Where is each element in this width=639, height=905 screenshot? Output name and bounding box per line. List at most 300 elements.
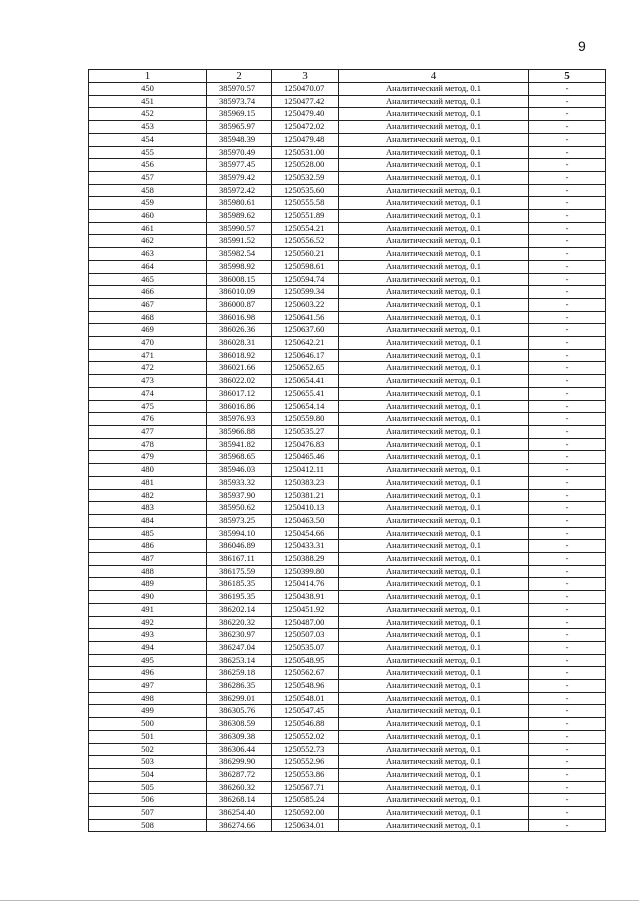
x-coordinate-cell: 385990.57 <box>207 222 272 235</box>
method-cell: Аналитический метод, 0.1 <box>339 248 529 261</box>
header-col-3: 3 <box>272 70 339 83</box>
table-row <box>89 476 606 489</box>
note-cell: - <box>529 400 606 413</box>
point-number-cell: 458 <box>89 184 207 197</box>
method-cell: Аналитический метод, 0.1 <box>339 464 529 477</box>
point-number-cell: 489 <box>89 578 207 591</box>
method-cell: Аналитический метод, 0.1 <box>339 502 529 515</box>
y-coordinate-cell: 1250535.27 <box>272 425 339 438</box>
x-coordinate-cell: 386299.01 <box>207 692 272 705</box>
table-row <box>89 768 606 781</box>
note-cell: - <box>529 425 606 438</box>
method-cell: Аналитический метод, 0.1 <box>339 616 529 629</box>
table-row <box>89 502 606 515</box>
method-cell: Аналитический метод, 0.1 <box>339 133 529 146</box>
table-row <box>89 514 606 527</box>
note-cell: - <box>529 756 606 769</box>
method-cell: Аналитический метод, 0.1 <box>339 400 529 413</box>
note-cell: - <box>529 286 606 299</box>
note-cell: - <box>529 819 606 832</box>
y-coordinate-cell: 1250479.48 <box>272 133 339 146</box>
table-row <box>89 210 606 223</box>
note-cell: - <box>529 591 606 604</box>
point-number-cell: 472 <box>89 362 207 375</box>
note-cell: - <box>529 248 606 261</box>
point-number-cell: 505 <box>89 781 207 794</box>
x-coordinate-cell: 385969.15 <box>207 108 272 121</box>
y-coordinate-cell: 1250410.13 <box>272 502 339 515</box>
note-cell: - <box>529 121 606 134</box>
method-cell: Аналитический метод, 0.1 <box>339 235 529 248</box>
note-cell: - <box>529 807 606 820</box>
note-cell: - <box>529 298 606 311</box>
table-row <box>89 464 606 477</box>
method-cell: Аналитический метод, 0.1 <box>339 807 529 820</box>
x-coordinate-cell: 385941.82 <box>207 438 272 451</box>
x-coordinate-cell: 386268.14 <box>207 794 272 807</box>
note-cell: - <box>529 184 606 197</box>
y-coordinate-cell: 1250548.01 <box>272 692 339 705</box>
note-cell: - <box>529 146 606 159</box>
x-coordinate-cell: 385948.39 <box>207 133 272 146</box>
y-coordinate-cell: 1250470.07 <box>272 83 339 96</box>
table-row <box>89 705 606 718</box>
point-number-cell: 474 <box>89 387 207 400</box>
x-coordinate-cell: 386008.15 <box>207 273 272 286</box>
table-row <box>89 540 606 553</box>
table-row <box>89 248 606 261</box>
y-coordinate-cell: 1250553.86 <box>272 768 339 781</box>
x-coordinate-cell: 386308.59 <box>207 718 272 731</box>
x-coordinate-cell: 385979.42 <box>207 171 272 184</box>
note-cell: - <box>529 311 606 324</box>
method-cell: Аналитический метод, 0.1 <box>339 591 529 604</box>
point-number-cell: 463 <box>89 248 207 261</box>
note-cell: - <box>529 730 606 743</box>
method-cell: Аналитический метод, 0.1 <box>339 641 529 654</box>
x-coordinate-cell: 386274.66 <box>207 819 272 832</box>
y-coordinate-cell: 1250548.95 <box>272 654 339 667</box>
x-coordinate-cell: 386309.38 <box>207 730 272 743</box>
method-cell: Аналитический метод, 0.1 <box>339 629 529 642</box>
x-coordinate-cell: 385973.25 <box>207 514 272 527</box>
table-row <box>89 171 606 184</box>
x-coordinate-cell: 386202.14 <box>207 603 272 616</box>
y-coordinate-cell: 1250463.50 <box>272 514 339 527</box>
method-cell: Аналитический метод, 0.1 <box>339 425 529 438</box>
table-row <box>89 667 606 680</box>
x-coordinate-cell: 386022.02 <box>207 375 272 388</box>
note-cell: - <box>529 768 606 781</box>
point-number-cell: 497 <box>89 680 207 693</box>
point-number-cell: 464 <box>89 260 207 273</box>
point-number-cell: 499 <box>89 705 207 718</box>
note-cell: - <box>529 578 606 591</box>
note-cell: - <box>529 705 606 718</box>
method-cell: Аналитический метод, 0.1 <box>339 146 529 159</box>
x-coordinate-cell: 386021.66 <box>207 362 272 375</box>
x-coordinate-cell: 385973.74 <box>207 95 272 108</box>
y-coordinate-cell: 1250641.56 <box>272 311 339 324</box>
point-number-cell: 452 <box>89 108 207 121</box>
x-coordinate-cell: 386306.44 <box>207 743 272 756</box>
y-coordinate-cell: 1250642.21 <box>272 337 339 350</box>
table-row <box>89 553 606 566</box>
y-coordinate-cell: 1250567.71 <box>272 781 339 794</box>
method-cell: Аналитический метод, 0.1 <box>339 578 529 591</box>
table-row <box>89 629 606 642</box>
table-row <box>89 337 606 350</box>
method-cell: Аналитический метод, 0.1 <box>339 489 529 502</box>
note-cell: - <box>529 464 606 477</box>
point-number-cell: 490 <box>89 591 207 604</box>
point-number-cell: 493 <box>89 629 207 642</box>
point-number-cell: 501 <box>89 730 207 743</box>
method-cell: Аналитический метод, 0.1 <box>339 171 529 184</box>
point-number-cell: 454 <box>89 133 207 146</box>
x-coordinate-cell: 386010.09 <box>207 286 272 299</box>
point-number-cell: 508 <box>89 819 207 832</box>
method-cell: Аналитический метод, 0.1 <box>339 730 529 743</box>
table-row <box>89 438 606 451</box>
method-cell: Аналитический метод, 0.1 <box>339 781 529 794</box>
point-number-cell: 481 <box>89 476 207 489</box>
x-coordinate-cell: 385970.57 <box>207 83 272 96</box>
x-coordinate-cell: 385991.52 <box>207 235 272 248</box>
note-cell: - <box>529 616 606 629</box>
method-cell: Аналитический метод, 0.1 <box>339 311 529 324</box>
x-coordinate-cell: 386247.04 <box>207 641 272 654</box>
x-coordinate-cell: 386175.59 <box>207 565 272 578</box>
table-row <box>89 756 606 769</box>
table-row <box>89 108 606 121</box>
point-number-cell: 496 <box>89 667 207 680</box>
note-cell: - <box>529 794 606 807</box>
note-cell: - <box>529 375 606 388</box>
table-row <box>89 375 606 388</box>
table-row <box>89 578 606 591</box>
y-coordinate-cell: 1250654.41 <box>272 375 339 388</box>
table-header-row <box>89 70 606 83</box>
x-coordinate-cell: 386018.92 <box>207 349 272 362</box>
x-coordinate-cell: 386017.12 <box>207 387 272 400</box>
y-coordinate-cell: 1250560.21 <box>272 248 339 261</box>
method-cell: Аналитический метод, 0.1 <box>339 476 529 489</box>
y-coordinate-cell: 1250528.00 <box>272 159 339 172</box>
point-number-cell: 498 <box>89 692 207 705</box>
method-cell: Аналитический метод, 0.1 <box>339 819 529 832</box>
point-number-cell: 477 <box>89 425 207 438</box>
x-coordinate-cell: 385933.32 <box>207 476 272 489</box>
y-coordinate-cell: 1250507.03 <box>272 629 339 642</box>
x-coordinate-cell: 386046.89 <box>207 540 272 553</box>
y-coordinate-cell: 1250477.42 <box>272 95 339 108</box>
x-coordinate-cell: 386028.31 <box>207 337 272 350</box>
y-coordinate-cell: 1250652.65 <box>272 362 339 375</box>
point-number-cell: 504 <box>89 768 207 781</box>
method-cell: Аналитический метод, 0.1 <box>339 184 529 197</box>
y-coordinate-cell: 1250454.66 <box>272 527 339 540</box>
method-cell: Аналитический метод, 0.1 <box>339 298 529 311</box>
x-coordinate-cell: 385982.54 <box>207 248 272 261</box>
y-coordinate-cell: 1250532.59 <box>272 171 339 184</box>
x-coordinate-cell: 386000.87 <box>207 298 272 311</box>
point-number-cell: 455 <box>89 146 207 159</box>
method-cell: Аналитический метод, 0.1 <box>339 743 529 756</box>
point-number-cell: 500 <box>89 718 207 731</box>
point-number-cell: 473 <box>89 375 207 388</box>
header-col-4: 4 <box>339 70 529 83</box>
y-coordinate-cell: 1250552.02 <box>272 730 339 743</box>
y-coordinate-cell: 1250585.24 <box>272 794 339 807</box>
point-number-cell: 488 <box>89 565 207 578</box>
y-coordinate-cell: 1250603.22 <box>272 298 339 311</box>
y-coordinate-cell: 1250535.60 <box>272 184 339 197</box>
method-cell: Аналитический метод, 0.1 <box>339 553 529 566</box>
y-coordinate-cell: 1250414.76 <box>272 578 339 591</box>
method-cell: Аналитический метод, 0.1 <box>339 197 529 210</box>
note-cell: - <box>529 489 606 502</box>
x-coordinate-cell: 385946.03 <box>207 464 272 477</box>
table-row <box>89 133 606 146</box>
point-number-cell: 503 <box>89 756 207 769</box>
table-row <box>89 527 606 540</box>
x-coordinate-cell: 385950.62 <box>207 502 272 515</box>
method-cell: Аналитический метод, 0.1 <box>339 654 529 667</box>
method-cell: Аналитический метод, 0.1 <box>339 705 529 718</box>
method-cell: Аналитический метод, 0.1 <box>339 387 529 400</box>
note-cell: - <box>529 603 606 616</box>
method-cell: Аналитический метод, 0.1 <box>339 680 529 693</box>
table-row <box>89 387 606 400</box>
point-number-cell: 479 <box>89 451 207 464</box>
method-cell: Аналитический метод, 0.1 <box>339 603 529 616</box>
method-cell: Аналитический метод, 0.1 <box>339 375 529 388</box>
table-row <box>89 680 606 693</box>
method-cell: Аналитический метод, 0.1 <box>339 222 529 235</box>
x-coordinate-cell: 385966.88 <box>207 425 272 438</box>
y-coordinate-cell: 1250552.96 <box>272 756 339 769</box>
y-coordinate-cell: 1250399.80 <box>272 565 339 578</box>
table-row <box>89 413 606 426</box>
note-cell: - <box>529 692 606 705</box>
point-number-cell: 465 <box>89 273 207 286</box>
y-coordinate-cell: 1250592.00 <box>272 807 339 820</box>
note-cell: - <box>529 413 606 426</box>
table-row <box>89 565 606 578</box>
method-cell: Аналитический метод, 0.1 <box>339 95 529 108</box>
method-cell: Аналитический метод, 0.1 <box>339 667 529 680</box>
table-row <box>89 273 606 286</box>
note-cell: - <box>529 108 606 121</box>
y-coordinate-cell: 1250552.73 <box>272 743 339 756</box>
table-row <box>89 197 606 210</box>
x-coordinate-cell: 385972.42 <box>207 184 272 197</box>
note-cell: - <box>529 95 606 108</box>
table-row <box>89 819 606 832</box>
y-coordinate-cell: 1250654.14 <box>272 400 339 413</box>
note-cell: - <box>529 171 606 184</box>
table-row <box>89 730 606 743</box>
method-cell: Аналитический метод, 0.1 <box>339 210 529 223</box>
y-coordinate-cell: 1250451.92 <box>272 603 339 616</box>
note-cell: - <box>529 387 606 400</box>
point-number-cell: 475 <box>89 400 207 413</box>
table-row <box>89 807 606 820</box>
x-coordinate-cell: 386026.36 <box>207 324 272 337</box>
method-cell: Аналитический метод, 0.1 <box>339 438 529 451</box>
note-cell: - <box>529 502 606 515</box>
note-cell: - <box>529 629 606 642</box>
table-row <box>89 692 606 705</box>
note-cell: - <box>529 667 606 680</box>
table-row <box>89 159 606 172</box>
y-coordinate-cell: 1250388.29 <box>272 553 339 566</box>
table-row <box>89 349 606 362</box>
method-cell: Аналитический метод, 0.1 <box>339 692 529 705</box>
note-cell: - <box>529 451 606 464</box>
point-number-cell: 507 <box>89 807 207 820</box>
x-coordinate-cell: 385976.93 <box>207 413 272 426</box>
x-coordinate-cell: 386167.11 <box>207 553 272 566</box>
y-coordinate-cell: 1250531.00 <box>272 146 339 159</box>
x-coordinate-cell: 386259.18 <box>207 667 272 680</box>
note-cell: - <box>529 438 606 451</box>
note-cell: - <box>529 197 606 210</box>
table-row <box>89 591 606 604</box>
method-cell: Аналитический метод, 0.1 <box>339 718 529 731</box>
note-cell: - <box>529 680 606 693</box>
point-number-cell: 484 <box>89 514 207 527</box>
point-number-cell: 491 <box>89 603 207 616</box>
y-coordinate-cell: 1250476.83 <box>272 438 339 451</box>
point-number-cell: 459 <box>89 197 207 210</box>
method-cell: Аналитический метод, 0.1 <box>339 337 529 350</box>
method-cell: Аналитический метод, 0.1 <box>339 273 529 286</box>
point-number-cell: 460 <box>89 210 207 223</box>
table-row <box>89 184 606 197</box>
header-col-1: 1 <box>89 70 207 83</box>
method-cell: Аналитический метод, 0.1 <box>339 451 529 464</box>
table-row <box>89 311 606 324</box>
method-cell: Аналитический метод, 0.1 <box>339 756 529 769</box>
method-cell: Аналитический метод, 0.1 <box>339 159 529 172</box>
point-number-cell: 466 <box>89 286 207 299</box>
y-coordinate-cell: 1250598.61 <box>272 260 339 273</box>
y-coordinate-cell: 1250554.21 <box>272 222 339 235</box>
x-coordinate-cell: 386299.90 <box>207 756 272 769</box>
note-cell: - <box>529 235 606 248</box>
method-cell: Аналитический метод, 0.1 <box>339 413 529 426</box>
bottom-rule <box>0 900 639 901</box>
y-coordinate-cell: 1250655.41 <box>272 387 339 400</box>
table-row <box>89 95 606 108</box>
note-cell: - <box>529 222 606 235</box>
table-row <box>89 83 606 96</box>
page-number: 9 <box>578 38 586 54</box>
table-row <box>89 362 606 375</box>
note-cell: - <box>529 553 606 566</box>
header-col-5: 5 <box>529 70 606 83</box>
y-coordinate-cell: 1250465.46 <box>272 451 339 464</box>
point-number-cell: 456 <box>89 159 207 172</box>
method-cell: Аналитический метод, 0.1 <box>339 565 529 578</box>
x-coordinate-cell: 386305.76 <box>207 705 272 718</box>
method-cell: Аналитический метод, 0.1 <box>339 540 529 553</box>
y-coordinate-cell: 1250599.34 <box>272 286 339 299</box>
point-number-cell: 461 <box>89 222 207 235</box>
table-row <box>89 121 606 134</box>
note-cell: - <box>529 83 606 96</box>
note-cell: - <box>529 514 606 527</box>
header-col-2: 2 <box>207 70 272 83</box>
x-coordinate-cell: 385937.90 <box>207 489 272 502</box>
table-row <box>89 743 606 756</box>
table-row <box>89 260 606 273</box>
x-coordinate-cell: 386016.86 <box>207 400 272 413</box>
note-cell: - <box>529 159 606 172</box>
note-cell: - <box>529 260 606 273</box>
x-coordinate-cell: 386230.97 <box>207 629 272 642</box>
x-coordinate-cell: 385968.65 <box>207 451 272 464</box>
y-coordinate-cell: 1250594.74 <box>272 273 339 286</box>
note-cell: - <box>529 324 606 337</box>
note-cell: - <box>529 654 606 667</box>
note-cell: - <box>529 337 606 350</box>
table-row <box>89 718 606 731</box>
y-coordinate-cell: 1250472.02 <box>272 121 339 134</box>
point-number-cell: 485 <box>89 527 207 540</box>
table-row <box>89 641 606 654</box>
table-row <box>89 489 606 502</box>
point-number-cell: 506 <box>89 794 207 807</box>
table-row <box>89 616 606 629</box>
note-cell: - <box>529 565 606 578</box>
note-cell: - <box>529 743 606 756</box>
table-row <box>89 324 606 337</box>
x-coordinate-cell: 386254.40 <box>207 807 272 820</box>
table-row <box>89 286 606 299</box>
note-cell: - <box>529 718 606 731</box>
x-coordinate-cell: 385970.49 <box>207 146 272 159</box>
table-row <box>89 400 606 413</box>
x-coordinate-cell: 386016.98 <box>207 311 272 324</box>
x-coordinate-cell: 385965.97 <box>207 121 272 134</box>
x-coordinate-cell: 385998.92 <box>207 260 272 273</box>
note-cell: - <box>529 349 606 362</box>
point-number-cell: 494 <box>89 641 207 654</box>
point-number-cell: 478 <box>89 438 207 451</box>
point-number-cell: 468 <box>89 311 207 324</box>
x-coordinate-cell: 386287.72 <box>207 768 272 781</box>
y-coordinate-cell: 1250551.89 <box>272 210 339 223</box>
point-number-cell: 495 <box>89 654 207 667</box>
y-coordinate-cell: 1250383.23 <box>272 476 339 489</box>
point-number-cell: 486 <box>89 540 207 553</box>
method-cell: Аналитический метод, 0.1 <box>339 349 529 362</box>
table-row <box>89 235 606 248</box>
x-coordinate-cell: 385994.10 <box>207 527 272 540</box>
point-number-cell: 471 <box>89 349 207 362</box>
table-row <box>89 603 606 616</box>
x-coordinate-cell: 386220.32 <box>207 616 272 629</box>
method-cell: Аналитический метод, 0.1 <box>339 108 529 121</box>
table-row <box>89 794 606 807</box>
point-number-cell: 470 <box>89 337 207 350</box>
coordinates-table <box>88 69 606 832</box>
method-cell: Аналитический метод, 0.1 <box>339 794 529 807</box>
point-number-cell: 482 <box>89 489 207 502</box>
